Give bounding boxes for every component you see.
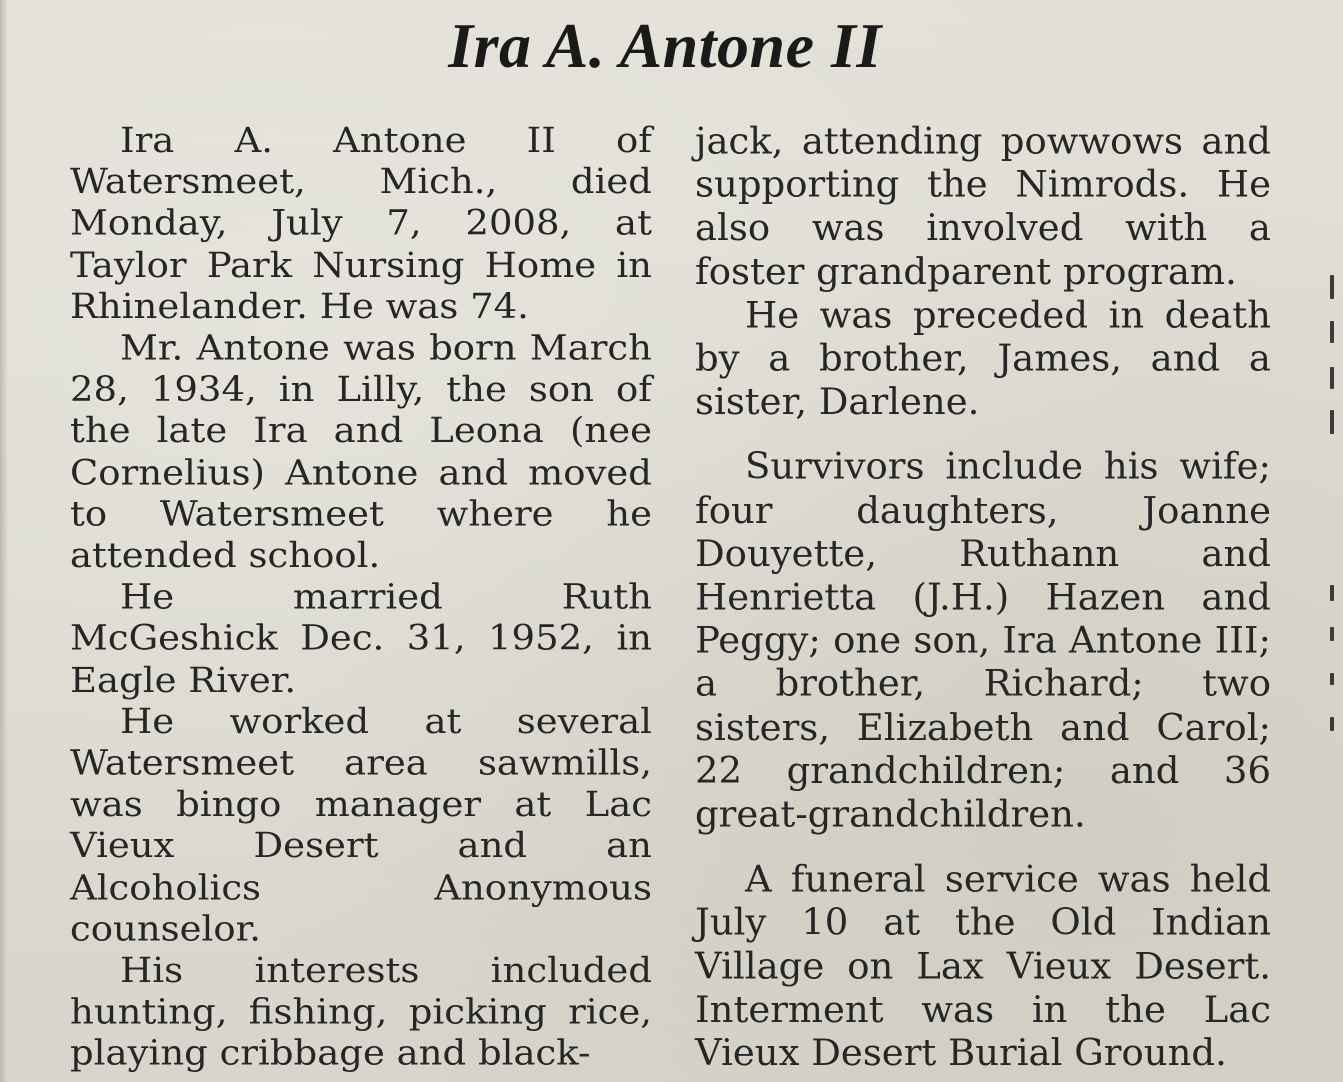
obituary-paragraph: Mr. Antone was born March 28, 1934, in Lilly, the son of the late Ira and Leona (nee Cornelius) Antone and moved to Watersmeet where he attended school. <box>70 327 652 576</box>
obituary-paragraph: A funeral service was held July 10 at the Old Indian Village on Lax Vieux Desert. Interment was in the Lac Vieux Desert Burial Ground. <box>695 858 1271 1075</box>
obituary-paragraph: He worked at several Watersmeet area sawmills, was bingo manager at Lac Vieux Desert and an Alcoholics Anonymous counselor. <box>70 701 652 950</box>
column-divider <box>668 130 669 1070</box>
obituary-paragraph: jack, attending powwows and supporting the Nimrods. He also was involved with a foster grandparent program. <box>695 120 1271 293</box>
obituary-column-right <box>695 120 1271 1075</box>
obituary-paragraph: Survivors include his wife; four daughters, Joanne Douyette, Ruthann and Henrietta (J.H.) Hazen and Peggy; one son, Ira Antone III; a brother, Richard; two sisters, Elizabeth and Carol; 22 grandchildren; and 36 great-grandchildren. <box>695 445 1271 836</box>
obituary-paragraph: Ira A. Antone II of Watersmeet, Mich., died Monday, July 7, 2008, at Taylor Park Nursing Home in Rhinelander. He was 74. <box>70 120 652 327</box>
obituary-paragraph: He married Ruth McGeshick Dec. 31, 1952, in Eagle River. <box>70 576 652 700</box>
clipping-edge-shadow <box>0 0 8 1082</box>
obituary-column-left <box>70 120 652 1075</box>
obituary-headline: Ira A. Antone II <box>448 10 882 81</box>
adjacent-column-fragment <box>1322 255 1343 875</box>
obituary-paragraph: He was preceded in death by a brother, James, and a sister, Darlene. <box>695 293 1271 423</box>
obituary-paragraph: His interests included hunting, fishing, picking rice, playing cribbage and black- <box>70 950 652 1074</box>
